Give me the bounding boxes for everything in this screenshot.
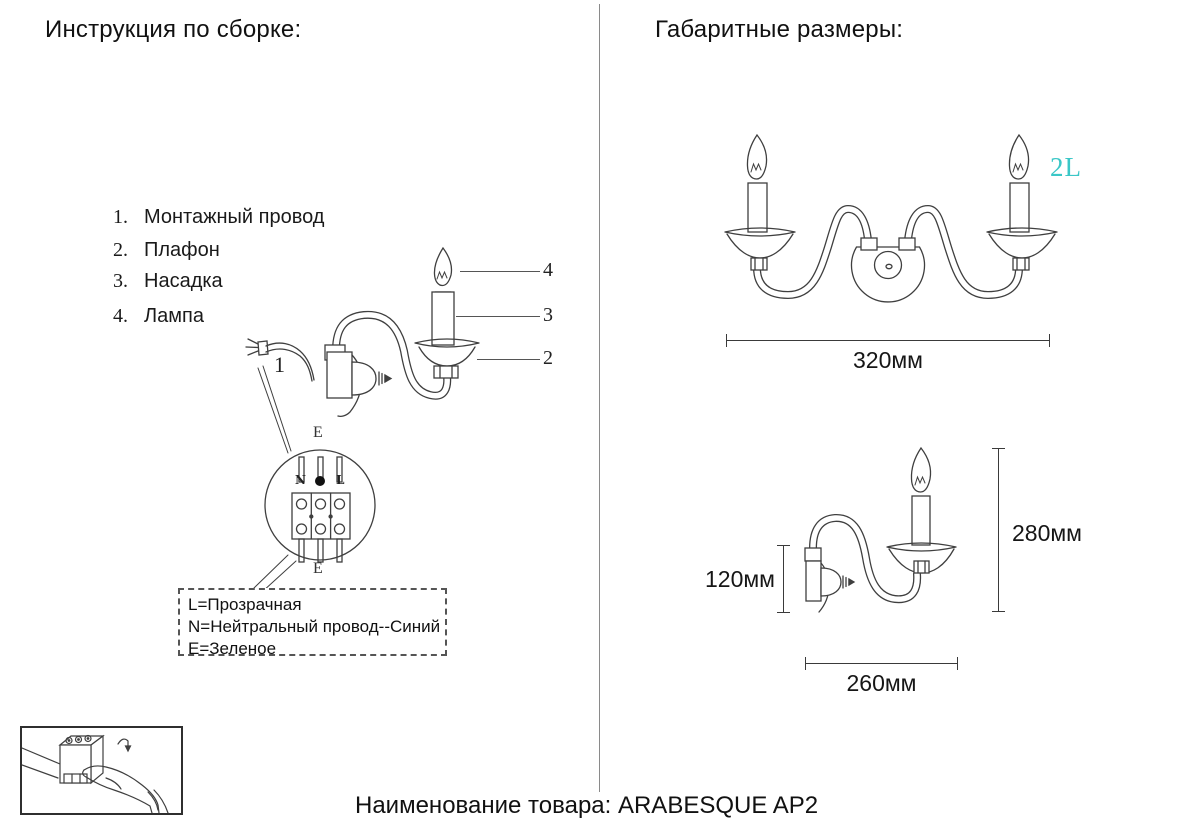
part-number: 2. [113,239,128,261]
callout-wire: 1 [274,352,285,377]
assembly-section-title: Инструкция по сборке: [45,16,302,43]
dim-overall-height: 280мм [1012,520,1082,546]
neutral-wire-label: N [295,473,306,487]
dim-line-bracket-height [783,545,784,613]
part-label: Монтажный провод [144,206,325,228]
single-light-side-drawing [790,440,970,620]
earth-wire-label-top: E [313,424,323,441]
dim-line-width-two-light [726,340,1050,341]
callout-lamp: 4 [543,259,553,281]
part-number: 4. [113,305,128,327]
power-off-inset [20,726,183,815]
dim-width-two-light: 320мм [853,347,923,373]
parts-list-item [98,206,324,229]
legend-line-earth: E=Зеленое [188,639,277,658]
dim-tick [805,657,806,670]
wall-lamp-assembly-drawing [230,235,570,595]
dim-line-width-single [805,663,958,664]
callout-line-nozzle [456,316,540,317]
dim-bracket-height: 120мм [705,566,775,592]
dim-tick [992,448,1005,449]
legend-line-live: L=Прозрачная [188,595,302,614]
section-divider [599,4,600,792]
lamp-count-value: 2L [1050,152,1082,182]
callout-nozzle: 3 [543,304,553,326]
dim-line-overall-height [998,448,999,612]
dimensions-section-title: Габаритные размеры: [655,16,904,43]
part-label: Насадка [144,270,223,292]
ground-icon [315,476,325,486]
earth-wire-label-bottom: E [313,560,323,577]
dim-tick [992,611,1005,612]
two-light-front-drawing [700,128,1070,318]
part-number: 3. [113,270,128,292]
lamp-count-label [1050,152,1082,183]
dim-tick [1049,334,1050,347]
callout-line-lamp [460,271,540,272]
dim-tick [777,545,790,546]
callout-line-shade [477,359,540,360]
part-number: 1. [113,206,128,228]
dim-tick [957,657,958,670]
dim-width-single: 260мм [846,670,917,696]
legend-line-neutral: N=Нейтральный провод--Синий [188,617,441,636]
dim-tick [777,612,790,613]
power-off-illustration [22,728,181,813]
callout-shade: 2 [543,347,553,369]
wire-color-legend [178,588,447,656]
part-label: Лампа [144,305,204,327]
part-label: Плафон [144,239,220,261]
product-name-footer: Наименование товара: ARABESQUE AP2 [355,792,819,819]
live-wire-label: L [336,473,345,487]
dim-tick [726,334,727,347]
